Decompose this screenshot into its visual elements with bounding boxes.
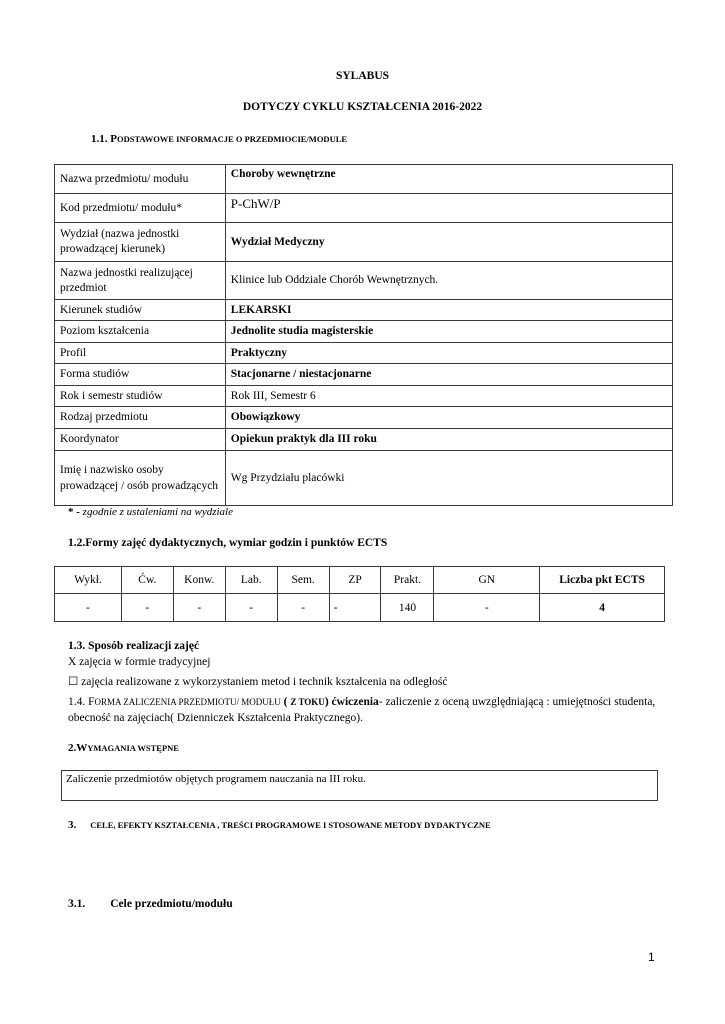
table-header-row [55, 567, 665, 594]
section-1-4-paragraph: 1.4. FORMA ZALICZENIA PRZEDMIOTU/ MODUŁU ( Z TOKU) ćwiczenia- zaliczenie z oceną uwzględniającą : umiejętności studenta, obecność na zajęciach( Dzienniczek Kształcenia Praktycznego). [68, 696, 656, 724]
column-header: GN [434, 567, 540, 594]
table-row [55, 300, 673, 321]
table-row [55, 165, 673, 194]
column-header: Sem. [277, 567, 329, 594]
prerequisites-text: Zaliczenie przedmiotów objętych programem nauczania na III roku. [66, 773, 366, 785]
page-number: 1 [648, 950, 655, 964]
table-cell: - [329, 594, 381, 622]
info-value: Klinice lub Oddziale Chorób Wewnętrznych. [225, 262, 672, 300]
table-row [55, 407, 673, 429]
table-cell: 4 [540, 594, 665, 622]
info-label: Wydział (nazwa jednostki prowadzącej kierunek) [55, 223, 226, 262]
info-label: Poziom kształcenia [55, 321, 226, 343]
table-cell: - [225, 594, 277, 622]
info-label: Nazwa przedmiotu/ modułu [55, 165, 226, 194]
info-value: Wg Przydziału placówki [225, 451, 672, 506]
column-header: Ćw. [121, 567, 173, 594]
footnote: * - zgodnie z ustaleniami na wydziale [68, 506, 233, 518]
table-cell: - [121, 594, 173, 622]
column-header: Lab. [225, 567, 277, 594]
prerequisites-box [61, 770, 658, 801]
column-header: Liczba pkt ECTS [540, 567, 665, 594]
table-row [55, 451, 673, 506]
section-1-1-heading: 1.1. PODSTAWOWE INFORMACJE O PRZEDMIOCIE/MODULE [91, 133, 348, 145]
info-value: Wydział Medyczny [225, 223, 672, 262]
table-row [55, 262, 673, 300]
table-cell: - [173, 594, 225, 622]
section-1-2-heading: 1.2.Formy zajęć dydaktycznych, wymiar godzin i punktów ECTS [68, 537, 388, 549]
info-label: Kierunek studiów [55, 300, 226, 321]
info-label: Profil [55, 343, 226, 364]
info-value: Praktyczny [225, 343, 672, 364]
table-cell: - [55, 594, 122, 622]
basic-info-table [54, 164, 673, 506]
info-value: Stacjonarne / niestacjonarne [225, 364, 672, 386]
table-cell: 140 [381, 594, 434, 622]
info-label: Nazwa jednostki realizującej przedmiot [55, 262, 226, 300]
document-title: SYLABUS [335, 70, 390, 82]
column-header: Konw. [173, 567, 225, 594]
section-3-1-heading: 3.1. Cele przedmiotu/modułu [68, 898, 233, 910]
section-1-3-heading: 1.3. Sposób realizacji zajęć [68, 640, 200, 652]
document-subtitle: DOTYCZY CYKLU KSZTAŁCENIA 2016-2022 [242, 101, 483, 113]
info-value: P-ChW/P [225, 194, 672, 223]
info-value: LEKARSKI [225, 300, 672, 321]
table-row [55, 364, 673, 386]
info-value: Jednolite studia magisterskie [225, 321, 672, 343]
info-value: Choroby wewnętrzne [225, 165, 672, 194]
table-cell: - [277, 594, 329, 622]
column-header: Prakt. [381, 567, 434, 594]
info-label: Koordynator [55, 429, 226, 451]
section-2-heading: 2.WYMAGANIA WSTĘPNE [68, 742, 179, 754]
table-row [55, 223, 673, 262]
info-value: Obowiązkowy [225, 407, 672, 429]
option-remote: ☐ zajęcia realizowane z wykorzystaniem metod i technik kształcenia na odległość [68, 676, 448, 688]
info-label: Imię i nazwisko osoby prowadzącej / osób prowadzących [55, 451, 226, 506]
info-label: Kod przedmiotu/ modułu* [55, 194, 226, 223]
info-value: Opiekun praktyk dla III roku [225, 429, 672, 451]
column-header: ZP [329, 567, 381, 594]
table-cell: - [434, 594, 540, 622]
hours-table [54, 566, 665, 622]
table-row [55, 194, 673, 223]
table-row [55, 429, 673, 451]
info-label: Rodzaj przedmiotu [55, 407, 226, 429]
column-header: Wykł. [55, 567, 122, 594]
section-3-heading: 3. CELE, EFEKTY KSZTAŁCENIA , TREŚCI PROGRAMOWE I STOSOWANE METODY DYDAKTYCZNE [68, 819, 491, 831]
info-label: Forma studiów [55, 364, 226, 386]
table-row [55, 386, 673, 407]
table-row [55, 343, 673, 364]
option-traditional: X zajęcia w formie tradycyjnej [68, 656, 211, 668]
info-value: Rok III, Semestr 6 [225, 386, 672, 407]
info-label: Rok i semestr studiów [55, 386, 226, 407]
table-row [55, 594, 665, 622]
table-row [55, 321, 673, 343]
